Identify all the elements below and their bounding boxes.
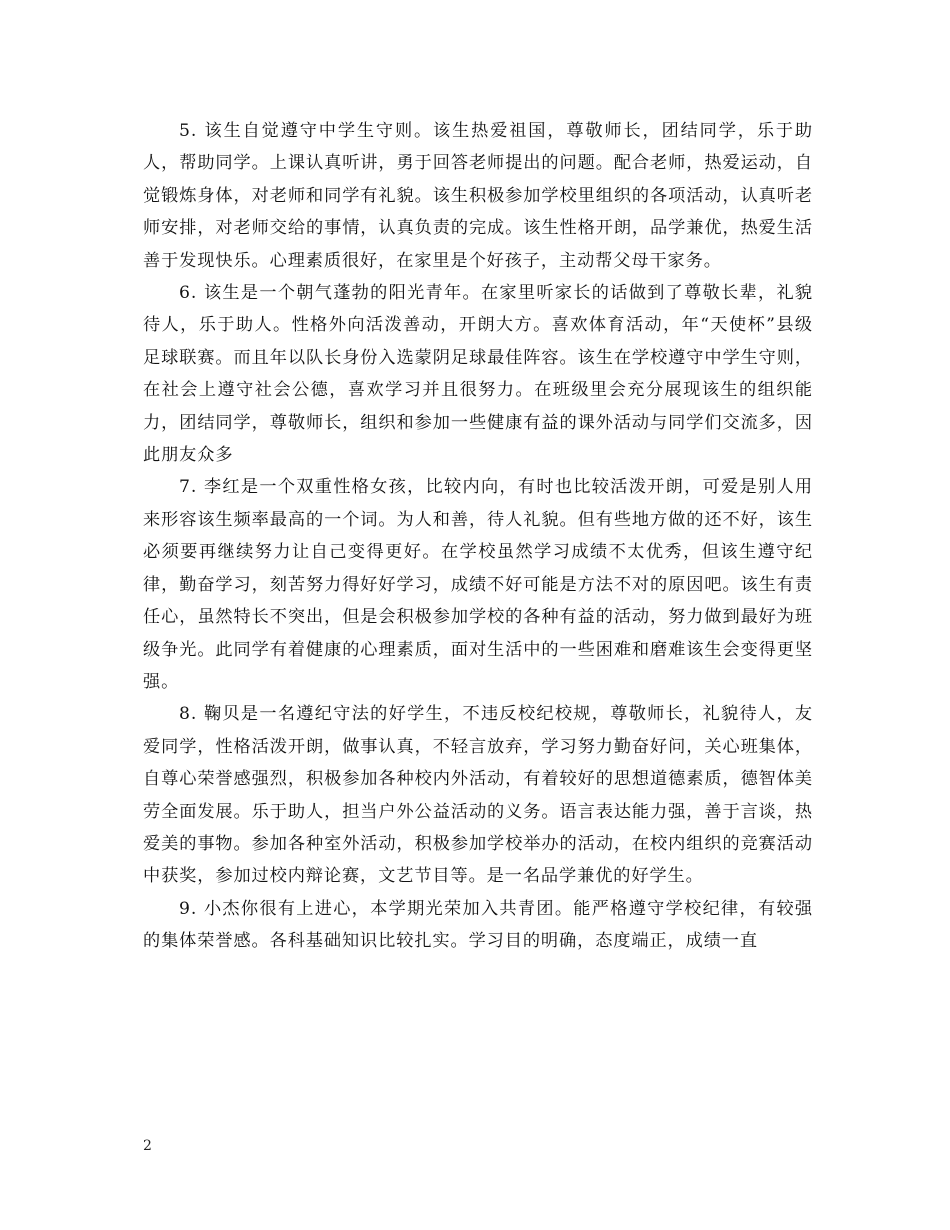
paragraph-9: 9. 小杰你很有上进心，本学期光荣加入共青团。能严格遵守学校纪律，有较强的集体荣誉感。各科基础知识比较扎实。学习目的明确，态度端正，成绩一直 xyxy=(143,898,813,952)
paragraph-6: 6. 该生是一个朝气蓬勃的阳光青年。在家里听家长的话做到了尊敬长辈，礼貌待人，乐于助人。性格外向活泼善动，开朗大方。喜欢体育活动，年“天使杯”县级足球联赛。而且年以队长身份入选蒙阴足球最佳阵容。该生在学校遵守中学生守则，在社会上遵守社会公德，喜欢学习并且很努力。在班级里会充分展现该生的组织能力，团结同学，尊敬师长，组织和参加一些健康有益的课外活动与同学们交流多，因此朋友众多 xyxy=(143,283,813,466)
paragraph-8: 8. 鞠贝是一名遵纪守法的好学生，不违反校纪校规，尊敬师长，礼貌待人，友爱同学，性格活泼开朗，做事认真，不轻言放弃，学习努力勤奋好问，关心班集体，自尊心荣誉感强烈，积极参加各种校内外活动，有着较好的思想道德素质，德智体美劳全面发展。乐于助人，担当户外公益活动的义务。语言表达能力强，善于言谈，热爱美的事物。参加各种室外活动，积极参加学校举办的活动，在校内组织的竞赛活动中获奖，参加过校内辩论赛，文艺节目等。是一名品学兼优的好学生。 xyxy=(143,704,813,887)
paragraph-5: 5. 该生自觉遵守中学生守则。该生热爱祖国，尊敬师长，团结同学，乐于助人，帮助同学。上课认真听讲，勇于回答老师提出的问题。配合老师，热爱运动，自觉锻炼身体，对老师和同学有礼貌。该生积极参加学校里组织的各项活动，认真听老师安排，对老师交给的事情，认真负责的完成。该生性格开朗，品学兼优，热爱生活善于发现快乐。心理素质很好，在家里是个好孩子，主动帮父母干家务。 xyxy=(143,121,813,271)
document-body xyxy=(143,115,813,958)
page-number: 2 xyxy=(143,1138,152,1154)
paragraph-7: 7. 李红是一个双重性格女孩，比较内向，有时也比较活泼开朗，可爱是别人用来形容该生频率最高的一个词。为人和善，待人礼貌。但有些地方做的还不好，该生必须要再继续努力让自己变得更好。在学校虽然学习成绩不太优秀，但该生遵守纪律，勤奋学习，刻苦努力得好好学习，成绩不好可能是方法不对的原因吧。该生有责任心，虽然特长不突出，但是会积极参加学校的各种有益的活动，努力做到最好为班级争光。此同学有着健康的心理素质，面对生活中的一些困难和磨难该生会变得更坚强。 xyxy=(143,477,813,692)
